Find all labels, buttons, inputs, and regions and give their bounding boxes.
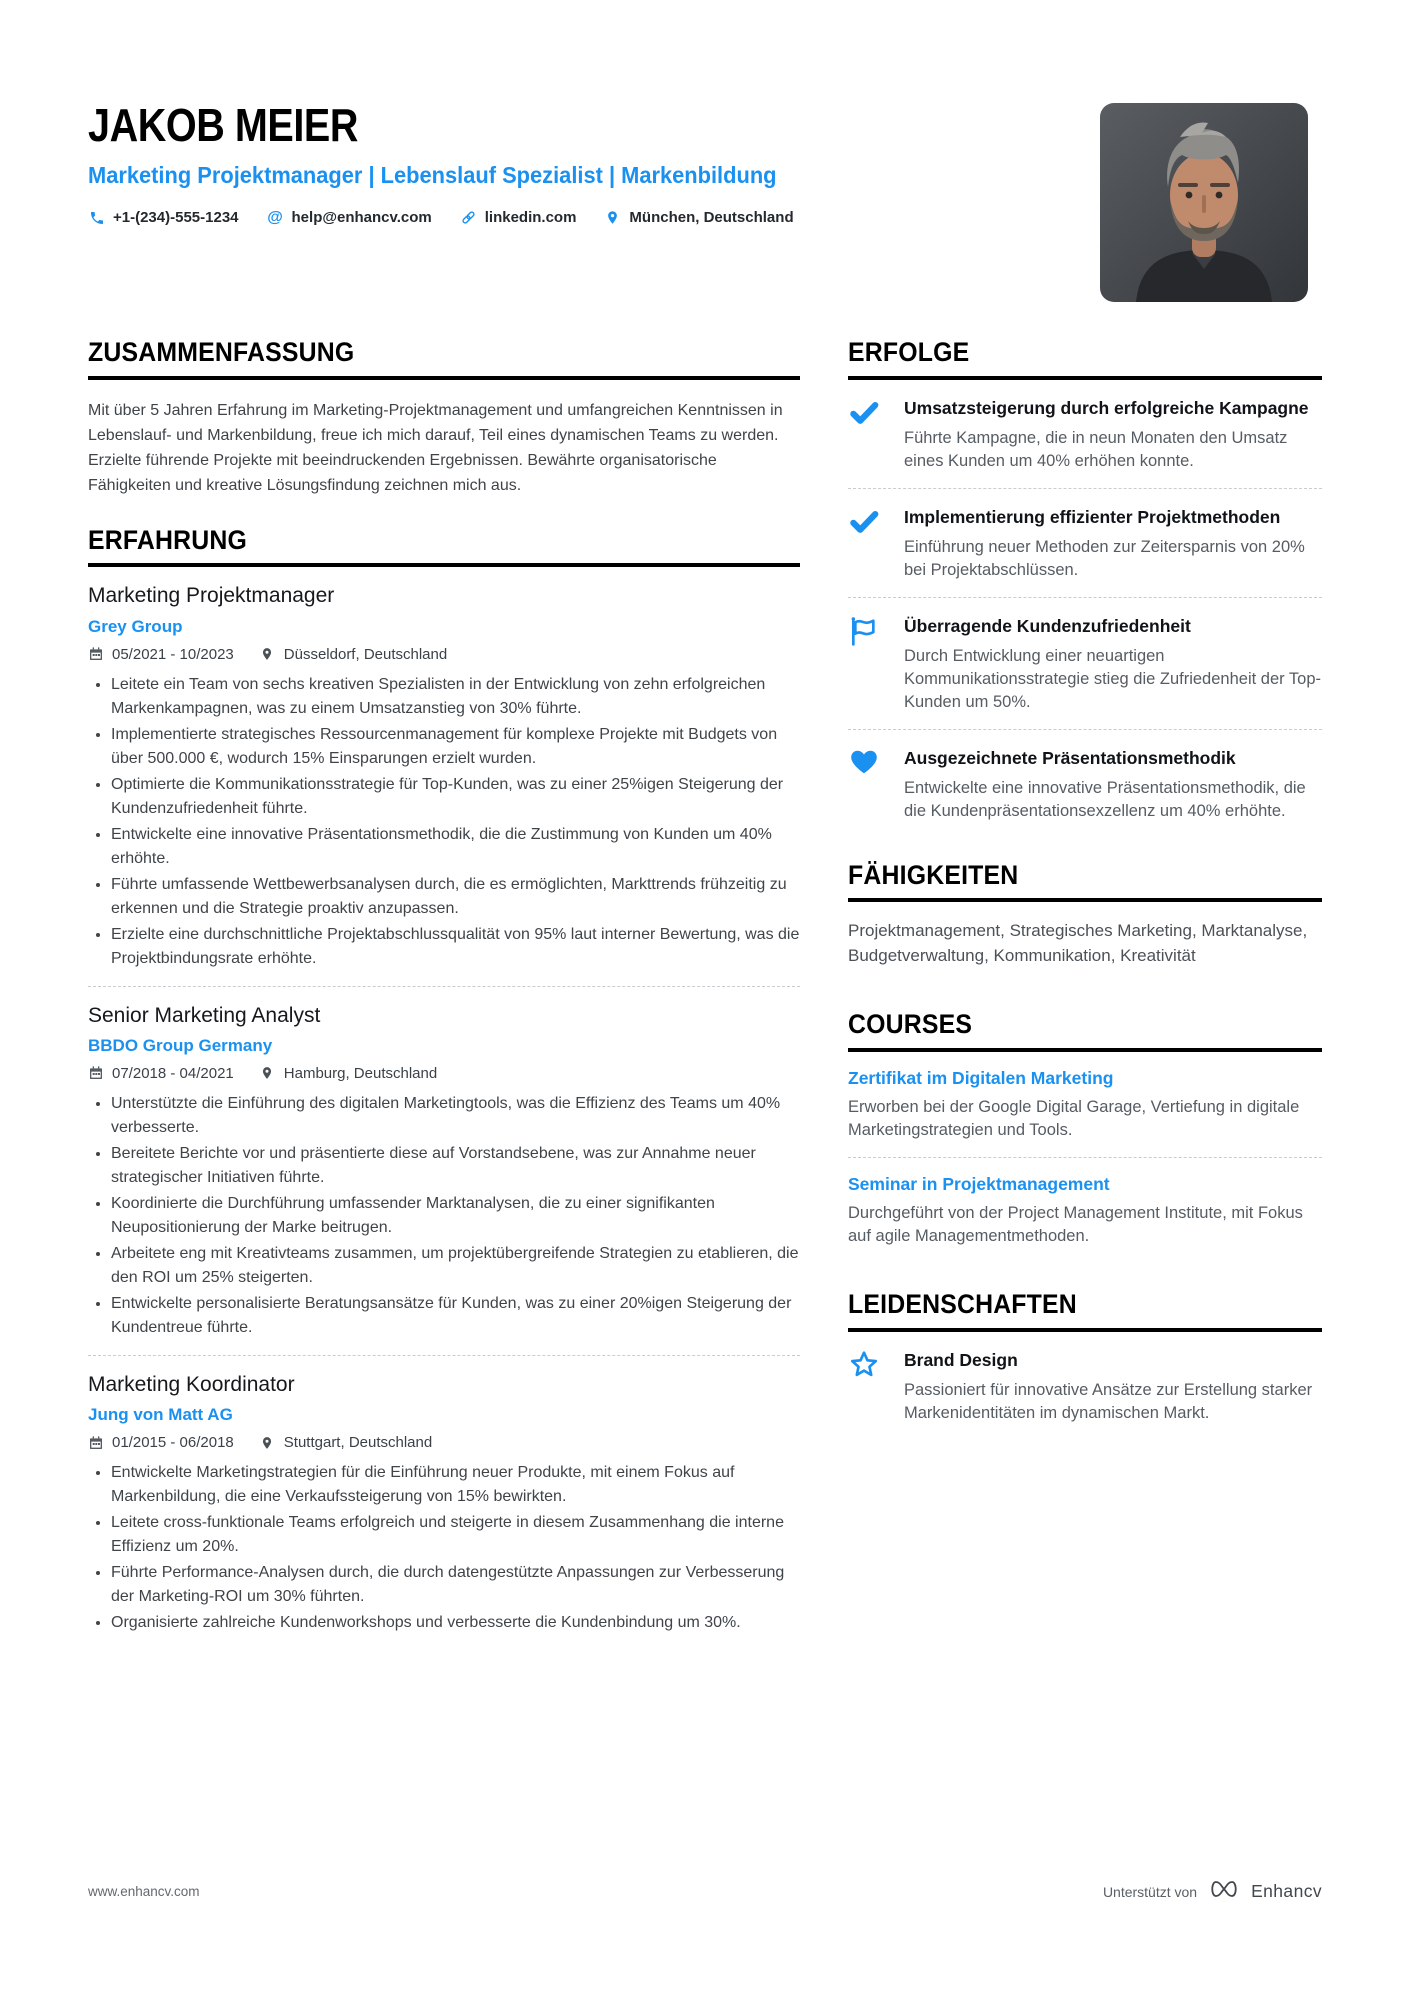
candidate-name: JAKOB MEIER xyxy=(88,99,359,151)
job-meta xyxy=(88,1065,800,1082)
job-meta xyxy=(88,646,800,663)
achievement-text: Entwickelte eine innovative Präsentationsmethodik, die die Kundenpräsentationsexzellenz um 40% erhöhte. xyxy=(904,778,1306,820)
check-icon xyxy=(848,397,884,473)
job-bullet: • Führte umfassende Wettbewerbsanalysen durch, die es ermöglichten, Markttrends frühzeitig zu erkennen und die Strategie proaktiv anzupassen. xyxy=(111,873,800,921)
achievement-body xyxy=(904,397,1322,473)
summary-heading: ZUSAMMENFASSUNG xyxy=(88,338,800,380)
contact-location-label: München, Deutschland xyxy=(629,209,794,226)
passion-item xyxy=(848,1349,1322,1425)
achievement-separator xyxy=(848,597,1322,598)
courses-section xyxy=(848,1010,1322,1248)
achievement-separator xyxy=(848,488,1322,489)
courses-heading: COURSES xyxy=(848,1010,1322,1052)
job-bullet: • Leitete cross-funktionale Teams erfolgreich und steigerte in diesem Zusammenhang die interne Effizienz um 20%. xyxy=(111,1511,800,1559)
job-bullets xyxy=(88,673,800,971)
job-meta xyxy=(88,1434,800,1451)
enhancv-logo-icon[interactable] xyxy=(1207,1878,1241,1905)
skills-section xyxy=(848,861,1322,969)
link-icon xyxy=(460,209,477,226)
course-separator xyxy=(848,1157,1322,1158)
flag-icon xyxy=(848,615,884,714)
content-columns xyxy=(0,338,1410,1637)
job-bullet: • Organisierte zahlreiche Kundenworkshops und verbesserte die Kundenbindung um 30%. xyxy=(111,1611,800,1635)
location-pin-icon xyxy=(260,1065,276,1081)
contact-email[interactable] xyxy=(267,209,432,226)
contact-linkedin[interactable] xyxy=(460,209,577,226)
course-text: Durchgeführt von der Project Management Institute, mit Fokus auf agile Managementmethoden. xyxy=(848,1204,1303,1246)
left-column xyxy=(88,338,800,1637)
job-bullet: • Optimierte die Kommunikationsstrategie für Top-Kunden, was zu einer 25%igen Steigerung der Kundenzufriedenheit führte. xyxy=(111,773,800,821)
job-entry xyxy=(88,583,800,970)
job-dates: 01/2015 - 06/2018 xyxy=(88,1434,234,1451)
contact-location xyxy=(604,209,793,226)
achievement-item xyxy=(848,615,1322,714)
job-bullet: • Bereitete Berichte vor und präsentierte diese auf Vorstandsebene, was zur Annahme neuer strategischer Initiativen führte. xyxy=(111,1142,800,1190)
location-pin-icon xyxy=(260,1435,276,1451)
passions-section xyxy=(848,1290,1322,1425)
passions-heading: LEIDENSCHAFTEN xyxy=(848,1290,1322,1332)
job-bullet: • Koordinierte die Durchführung umfassender Marktanalysen, die zu einer signifikanten Neupositionierung der Marke beitrugen. xyxy=(111,1192,800,1240)
star-icon xyxy=(848,1349,884,1425)
course-item xyxy=(848,1174,1322,1248)
job-location: Düsseldorf, Deutschland xyxy=(260,646,447,663)
achievements-heading: ERFOLGE xyxy=(848,338,1322,380)
achievement-body xyxy=(904,747,1322,823)
job-bullet: • Entwickelte eine innovative Präsentationsmethodik, die die Zustimmung von Kunden um 40% erhöhte. xyxy=(111,823,800,871)
contact-linkedin-label: linkedin.com xyxy=(484,209,577,226)
footer-website-link[interactable]: www.enhancv.com xyxy=(88,1884,200,1899)
footer-powered-by xyxy=(1103,1878,1322,1905)
achievement-title: Überragende Kundenzufriedenheit xyxy=(904,615,1191,636)
achievement-item xyxy=(848,747,1322,823)
job-title: Marketing Projektmanager xyxy=(88,584,335,608)
job-bullet: • Entwickelte personalisierte Beratungsansätze für Kunden, was zu einer 20%igen Steigerung der Kundentreue führte. xyxy=(111,1292,800,1340)
job-title: Senior Marketing Analyst xyxy=(88,1003,321,1027)
job-dates: 07/2018 - 04/2021 xyxy=(88,1065,234,1082)
job-company-link[interactable]: Jung von Matt AG xyxy=(88,1405,233,1425)
job-bullet: • Unterstützte die Einführung des digitalen Marketingtools, was die Effizienz des Teams um 40% verbesserte. xyxy=(111,1092,800,1140)
achievements-section xyxy=(848,338,1322,823)
contact-phone-label: +1-(234)-555-1234 xyxy=(113,209,239,226)
achievement-body xyxy=(904,615,1322,714)
achievement-body xyxy=(904,506,1322,582)
passion-text: Passioniert für innovative Ansätze zur Erstellung starker Markenidentitäten im dynamischen Markt. xyxy=(904,1380,1313,1422)
calendar-icon xyxy=(88,1065,104,1081)
job-entry xyxy=(88,1003,800,1340)
phone-icon xyxy=(88,209,105,226)
footer xyxy=(88,1878,1322,1905)
job-bullets xyxy=(88,1461,800,1635)
achievement-title: Implementierung effizienter Projektmethoden xyxy=(904,506,1281,527)
course-title-link[interactable]: Zertifikat im Digitalen Marketing xyxy=(848,1068,1114,1089)
job-title: Marketing Koordinator xyxy=(88,1372,295,1396)
location-pin-icon xyxy=(260,646,276,662)
achievement-separator xyxy=(848,729,1322,730)
job-bullets xyxy=(88,1092,800,1340)
course-title-link[interactable]: Seminar in Projektmanagement xyxy=(848,1174,1110,1195)
skills-heading: FÄHIGKEITEN xyxy=(848,861,1322,903)
job-entry xyxy=(88,1372,800,1635)
summary-text: Mit über 5 Jahren Erfahrung im Marketing-Projektmanagement und umfangreichen Kenntnissen in Lebenslauf- und Markenbildung, freue ich mich darauf, Teil eines dynamischen Teams zu werden. Erzielte führende Projekte mit beeindruckenden Ergebnissen. Bewährte organisatorische Fähigkeiten und kreative Lösungsfindung zeichnen mich aus. xyxy=(88,401,783,494)
achievement-text: Einführung neuer Methoden zur Zeitersparnis von 20% bei Projektabschlüssen. xyxy=(904,537,1305,579)
contact-phone[interactable] xyxy=(88,209,239,226)
contact-email-label: help@enhancv.com xyxy=(291,209,432,226)
achievement-text: Führte Kampagne, die in neun Monaten den Umsatz eines Kunden um 40% erhöhen konnte. xyxy=(904,428,1288,470)
calendar-icon xyxy=(88,1435,104,1451)
location-pin-icon xyxy=(604,209,621,226)
profile-photo xyxy=(1100,103,1308,302)
job-bullet: • Arbeitete eng mit Kreativteams zusammen, um projektübergreifende Strategien zu etablieren, die den ROI um 25% steigerten. xyxy=(111,1242,800,1290)
job-location: Hamburg, Deutschland xyxy=(260,1065,437,1082)
course-text: Erworben bei der Google Digital Garage, Vertiefung in digitale Marketingstrategien und Tools. xyxy=(848,1098,1300,1140)
job-location: Stuttgart, Deutschland xyxy=(260,1434,432,1451)
achievement-item xyxy=(848,506,1322,582)
powered-by-label: Unterstützt von xyxy=(1102,1883,1198,1900)
job-bullet: • Leitete ein Team von sechs kreativen Spezialisten in der Entwicklung von zehn erfolgreichen Markenkampagnen, was zu einem Umsatzanstieg von 30% führte. xyxy=(111,673,800,721)
job-company-link[interactable]: Grey Group xyxy=(88,616,183,636)
skills-list: Projektmanagement, Strategisches Marketing, Marktanalyse, Budgetverwaltung, Kommunikation, Kreativität xyxy=(848,921,1308,966)
course-item xyxy=(848,1068,1322,1142)
job-company-link[interactable]: BBDO Group Germany xyxy=(88,1035,273,1055)
at-icon: @ xyxy=(267,208,283,226)
job-bullet: • Führte Performance-Analysen durch, die durch datengestützte Anpassungen zur Verbesserung der Marketing-ROI um 30% führten. xyxy=(111,1561,800,1609)
experience-heading: ERFAHRUNG xyxy=(88,526,800,568)
job-bullet: • Erzielte eine durchschnittliche Projektabschlussqualität von 95% laut interner Bewertung, was die Projektbindungsrate erhöhte. xyxy=(111,923,800,971)
job-bullet: • Entwickelte Marketingstrategien für die Einführung neuer Produkte, mit einem Fokus auf Markenbildung, die eine Verkaufssteigerung von 15% bewirkten. xyxy=(111,1461,800,1509)
calendar-icon xyxy=(88,646,104,662)
candidate-headline: Marketing Projektmanager | Lebenslauf Spezialist | Markenbildung xyxy=(88,162,777,188)
achievement-title: Ausgezeichnete Präsentationsmethodik xyxy=(904,747,1236,768)
job-dates: 05/2021 - 10/2023 xyxy=(88,646,234,663)
check-icon xyxy=(848,506,884,582)
experience-section xyxy=(88,526,800,1635)
passion-title: Brand Design xyxy=(904,1349,1018,1370)
job-separator xyxy=(88,1355,800,1356)
passion-body xyxy=(904,1349,1322,1425)
achievement-text: Durch Entwicklung einer neuartigen Kommunikationsstrategie stieg die Zufriedenheit der Top-Kunden um 50%. xyxy=(904,646,1322,711)
heart-icon xyxy=(848,747,884,823)
job-separator xyxy=(88,986,800,987)
achievement-title: Umsatzsteigerung durch erfolgreiche Kampagne xyxy=(904,397,1309,418)
summary-section xyxy=(88,338,800,498)
enhancv-brand-label[interactable]: Enhancv xyxy=(1251,1881,1322,1901)
right-column xyxy=(848,338,1322,1637)
achievement-item xyxy=(848,397,1322,473)
job-bullet: • Implementierte strategisches Ressourcenmanagement für komplexe Projekte mit Budgets von über 500.000 €, wodurch 15% Einsparungen erzielt wurden. xyxy=(111,723,800,771)
